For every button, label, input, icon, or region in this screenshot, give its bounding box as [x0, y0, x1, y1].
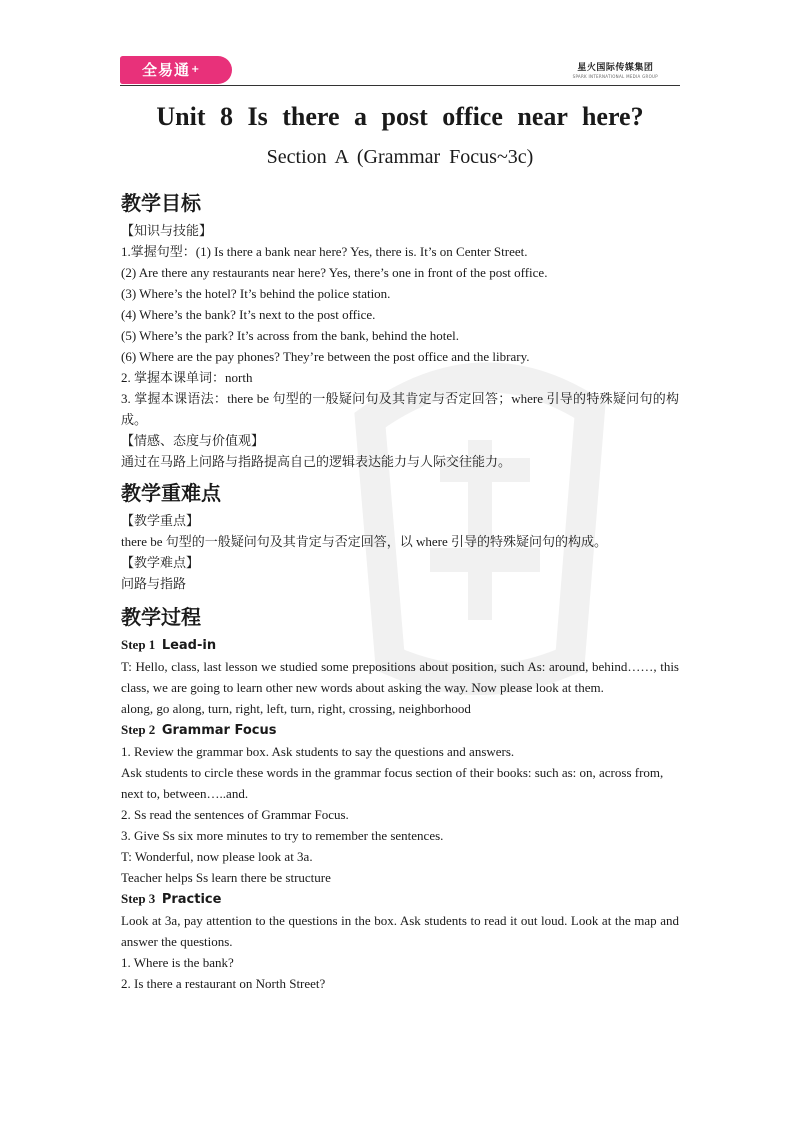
goal-line: (3) Where’s the hotel? It’s behind the police station. — [121, 286, 391, 301]
step-line: 1. Review the grammar box. Ask students to say the questions and answers. — [121, 744, 515, 759]
step-heading — [121, 719, 679, 741]
page-header — [120, 56, 680, 86]
goal-line: (5) Where’s the park? It’s across from the bank, behind the hotel. — [121, 328, 460, 343]
logo-text: 全易通 — [142, 61, 191, 79]
step-line: Look at 3a, pay attention to the questions in the box. Ask students to read it out loud. Look at the map and answer the questions. — [121, 913, 679, 949]
goal-line: 2. 掌握本课单词：north — [121, 370, 253, 385]
publisher-name-cn: 星火国际传媒集团 — [577, 63, 654, 73]
page-subtitle: Section A (Grammar Focus~3c) — [266, 146, 534, 168]
publisher-brand — [573, 60, 658, 79]
goal-line: (4) Where’s the bank? It’s next to the post office. — [121, 307, 376, 322]
goal-line: 3. 掌握本课语法：there be 句型的一般疑问句及其肯定与否定回答；where 引导的特殊疑问句的构成。 — [121, 391, 679, 427]
section-heading-goals: 教学目标 — [121, 191, 201, 215]
step-title: Lead-in — [161, 638, 217, 653]
step-line: along, go along, turn, right, left, turn, right, crossing, neighborhood — [121, 701, 471, 716]
step-line: 2. Is there a restaurant on North Street? — [121, 976, 326, 991]
step-title: Practice — [161, 892, 222, 907]
step-line: 2. Ss read the sentences of Grammar Focus. — [121, 807, 349, 822]
step-line: 3. Give Ss six more minutes to try to remember the sentences. — [121, 828, 444, 843]
step-line: Ask students to circle these words in the grammar focus section of their books: such as: on, across from, next to, between…..and. — [121, 765, 664, 801]
step-line: Teacher helps Ss learn there be structure — [121, 870, 331, 885]
goal-line: 1.掌握句型：(1) Is there a bank near here? Yes, there is. It’s on Center Street. — [121, 244, 528, 259]
step-line: T: Wonderful, now please look at 3a. — [121, 849, 313, 864]
step-label: Step 2 — [121, 722, 156, 737]
page-title: Unit 8 Is there a post office near here? — [156, 102, 644, 131]
step-title: Grammar Focus — [161, 723, 277, 738]
difficult-heading: 【教学难点】 — [121, 555, 200, 570]
difficult-text: 问路与指路 — [121, 576, 187, 591]
step-label: Step 3 — [121, 891, 156, 906]
step-label: Step 1 — [121, 637, 156, 652]
key-heading: 【教学重点】 — [121, 513, 200, 528]
step-line: 1. Where is the bank? — [121, 955, 234, 970]
section-heading-key-points: 教学重难点 — [121, 481, 221, 505]
step-line: T: Hello, class, last lesson we studied some prepositions about position, such As: around, behind……, this class, we are going to learn other new words about asking the way. Now please look at them. — [121, 659, 679, 695]
step-heading — [121, 888, 679, 910]
goal-line: (2) Are there any restaurants near here? Yes, there’s one in front of the post office. — [121, 265, 548, 280]
key-text: there be 句型的一般疑问句及其肯定与否定回答，以 where 引导的特殊疑问句的构成。 — [121, 534, 608, 549]
emotion-text: 通过在马路上问路与指路提高自己的逻辑表达能力与人际交往能力。 — [121, 454, 512, 469]
goal-line: (6) Where are the pay phones? They’re between the post office and the library. — [121, 349, 530, 364]
brand-logo — [120, 56, 232, 84]
publisher-name-en: SPARK INTERNATIONAL MEDIA GROUP — [572, 74, 658, 79]
logo-star: + — [191, 64, 201, 75]
knowledge-heading: 【知识与技能】 — [121, 223, 213, 238]
header-rule — [120, 85, 680, 86]
document-body — [121, 186, 679, 994]
section-heading-process: 教学过程 — [121, 605, 201, 629]
emotion-heading: 【情感、态度与价值观】 — [121, 433, 265, 448]
step-heading — [121, 634, 679, 656]
